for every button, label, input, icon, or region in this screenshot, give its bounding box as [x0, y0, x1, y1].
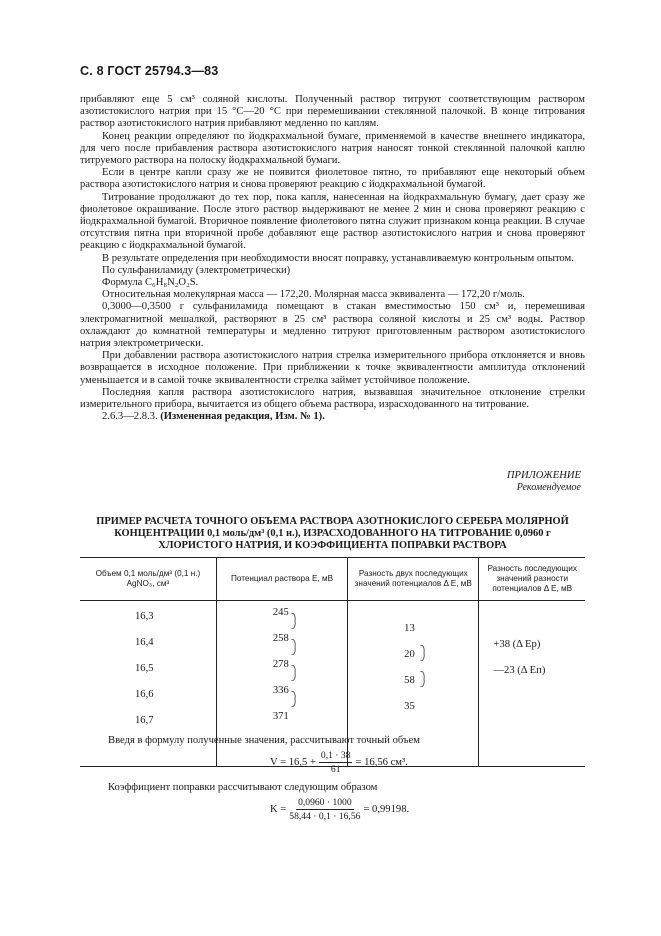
formula-coefficient-lhs: K =: [270, 804, 287, 815]
header-difference: Разность двух последующих значений потенциалов Δ E, мВ: [348, 558, 479, 601]
potential-value: 245: [272, 607, 289, 618]
volume-value: 16,4: [135, 637, 154, 648]
formula-coefficient-fraction: [289, 797, 360, 822]
paragraph: 0,3000—0,3500 г сульфаниламида помещают в стакан вместимостью 150 см³ и, перемешивая электромагнитной мешалкой, растворяют в 25 см³ раствора соляной кислоты и 25 см³ воды. Раствор охлаждают до комнатной температуры и медленно титруют приготовленным раствором азотистокислого натрия электрометрически.: [80, 301, 585, 350]
second-difference-cell: [479, 601, 585, 767]
appendix-status: Рекомендуемое: [516, 482, 581, 493]
volume-value: 16,7: [135, 715, 154, 726]
difference-value: 20: [404, 649, 415, 660]
revision-note: (Измененная редакция, Изм. № 1).: [160, 411, 325, 423]
page-header: С. 8 ГОСТ 25794.3—83: [80, 64, 219, 78]
formula-volume-denominator: 61: [330, 764, 341, 775]
difference-value: 58: [404, 675, 415, 686]
revision-line: [80, 411, 585, 423]
potential-value: 371: [272, 711, 289, 722]
brace-icon: [291, 665, 297, 681]
potential-value: 336: [272, 685, 289, 696]
formula-volume: [270, 750, 408, 775]
formula-coefficient-numerator: 0,0960 · 1000: [298, 797, 352, 808]
paragraph: Формула C₆H₈N₂O₂S.: [102, 277, 199, 289]
paragraph: Титрование продолжают до тех пор, пока капля, нанесенная на йодкрахмальную бумагу, дает сразу же фиолетовое окрашивание. После этого раствор выдерживают не менее 2 мин и снова проверяют реакцию с йодкрахмальной бумагой. Вторичное появление фиолетового пятна служит признаком конца реакции. В случае отсутствия пятна при вторичной пробе добавляют еще раствор азотистокислого натрия и снова проверяют реакцию с йодкрахмальной бумагой.: [80, 191, 585, 252]
formula-volume-fraction: [319, 750, 353, 775]
formula-coefficient: [270, 797, 409, 822]
formula-volume-lhs: V = 16,5 +: [270, 757, 316, 768]
paragraph: Последняя капля раствора азотистокислого натрия, вызвавшая значительное отклонение стрелки измерительного прибора, вычитается из общего объема раствора, израсходованного на титрование.: [80, 386, 585, 411]
second-difference-value: —23 (Δ Eп): [493, 665, 546, 676]
difference-value: 13: [404, 623, 415, 634]
header-volume: Объем 0,1 моль/дм³ (0,1 н.) AgNO₃, см³: [80, 558, 216, 601]
brace-icon: [291, 691, 297, 707]
body-text: [80, 94, 585, 423]
paragraph: Если в центре капли сразу же не появится фиолетовое пятно, то прибавляют еще некоторый объем раствора азотистокислого натрия и снова проверяют реакцию с йодкрахмальной бумагой.: [80, 167, 585, 191]
calc-intro-coefficient: Коэффициент поправки рассчитывают следующим образом: [108, 782, 378, 793]
appendix-label: ПРИЛОЖЕНИЕ: [506, 470, 581, 481]
paragraph: При добавлении раствора азотистокислого натрия стрелка измерительного прибора отклоняется и вновь возвращается в исходное положение. При приближении к точке эквивалентности амплитуда отклонений уменьшается и в самой точке эквивалентности стрелка займет устойчивое положение.: [80, 350, 585, 386]
brace-icon: [420, 645, 426, 661]
volume-value: 16,3: [135, 611, 154, 622]
paragraph: Конец реакции определяют по йодкрахмальной бумаге, применяемой в качестве внешнего индикатора, для чего после прибавления раствора азотистокислого натрия наносят тонкой стеклянной палочкой каплю титруемого раствора на полоску йодкрахмальной бумаги.: [80, 130, 585, 167]
volume-value: 16,5: [135, 663, 154, 674]
example-title: ПРИМЕР РАСЧЕТА ТОЧНОГО ОБЪЕМА РАСТВОРА АЗОТНОКИСЛОГО СЕРЕБРА МОЛЯРНОЙ КОНЦЕНТРАЦИИ 0,1 моль/дм³ (0,1 н.), ИЗРАСХОДОВАННОГО НА ТИТРОВАНИЕ 0,0960 г ХЛОРИСТОГО НАТРИЯ, И КОЭФФИЦИЕНТА ПОПРАВКИ РАСТВОРА: [96, 516, 569, 551]
formula-coefficient-denominator: 58,44 · 0,1 · 16,56: [289, 811, 361, 822]
paragraph: Относительная молекулярная масса — 172,20. Молярная масса эквивалента — 172,20 г/моль.: [102, 289, 525, 301]
paragraph: По сульфаниламиду (электрометрически): [102, 264, 291, 276]
header-second-difference: Разность последующих значений разности потенциалов Δ E, мВ: [479, 558, 585, 601]
potential-value: 258: [272, 633, 289, 644]
brace-icon: [420, 671, 426, 687]
volume-value: 16,6: [135, 689, 154, 700]
header-potential: Потенциал раствора E, мВ: [216, 558, 347, 601]
calc-intro-volume: Введя в формулу полученные значения, рассчитывают точный объем: [108, 735, 420, 746]
second-difference-value: +38 (Δ Eр): [493, 639, 541, 650]
formula-volume-numerator: 0,1 · 38: [320, 750, 351, 761]
brace-icon: [291, 613, 297, 629]
paragraph: В результате определения при необходимости вносят поправку, устанавливаемую контрольным опытом.: [102, 252, 574, 264]
paragraph: прибавляют еще 5 см³ соляной кислоты. Полученный раствор титруют соответствующим раствором азотистокислого натрия при 15 °С—20 °С при перемешивании стеклянной палочкой. В конце титрования раствор азотистокислого натрия прибавляют медленно по каплям.: [80, 94, 585, 130]
potential-value: 278: [272, 659, 289, 670]
appendix-label-block: [507, 470, 581, 494]
revision-ref: 2.6.3—2.8.3.: [102, 411, 158, 423]
formula-coefficient-rhs: = 0,99198.: [363, 804, 410, 815]
brace-icon: [291, 639, 297, 655]
difference-value: 35: [404, 701, 415, 712]
formula-volume-rhs: = 16,56 см³.: [355, 757, 408, 768]
